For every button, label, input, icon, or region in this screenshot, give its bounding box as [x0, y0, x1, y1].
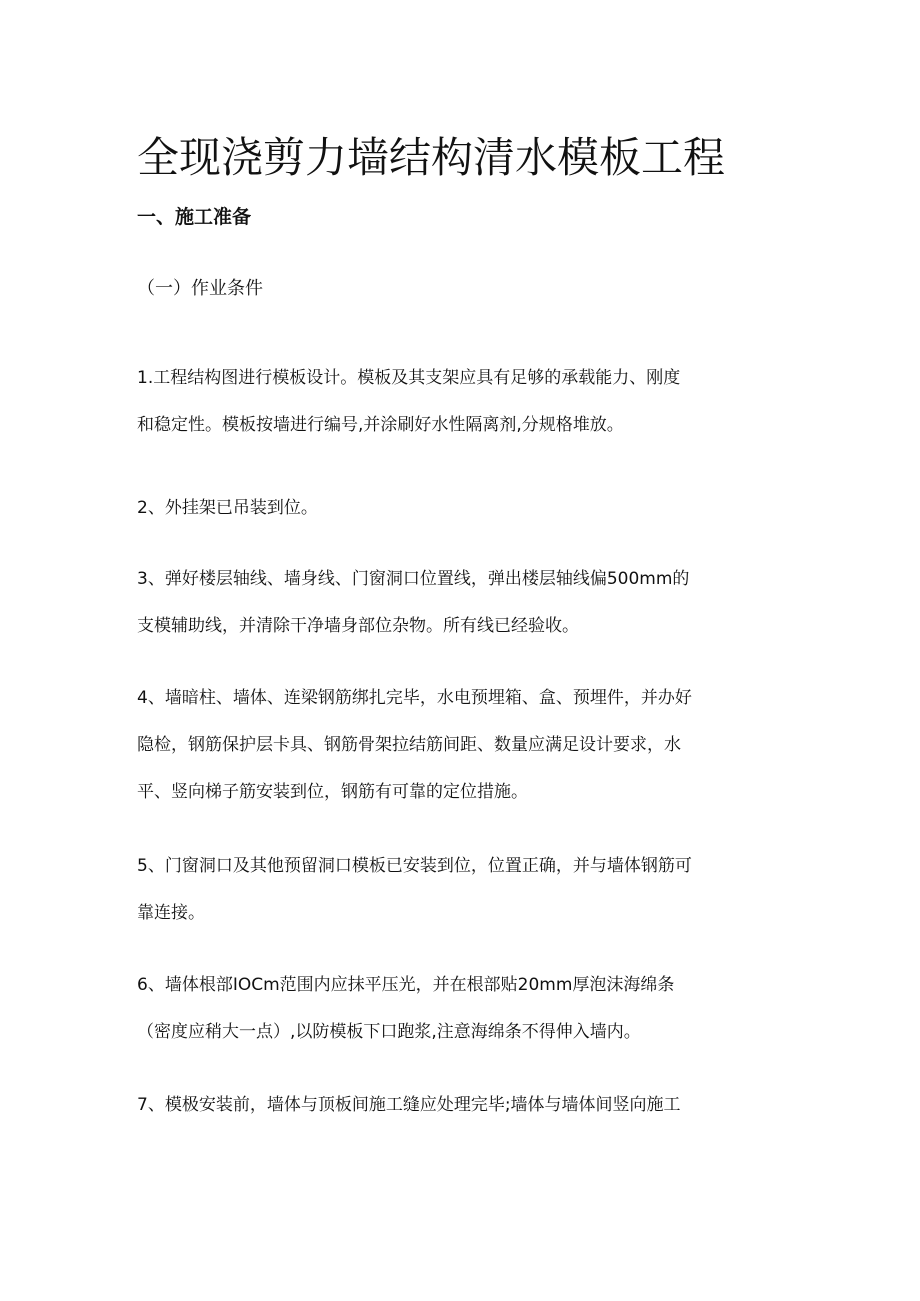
paragraph-5: [137, 843, 787, 937]
paragraph-line: 平、竖向梯子筋安装到位，钢筋有可靠的定位措施。: [137, 782, 528, 802]
paragraph-2: [137, 485, 787, 532]
paragraph-line: 7、模极安装前，墙体与顶板间施工缝应处理完毕;墙体与墙体间竖向施工: [137, 1095, 681, 1115]
subsection-heading: （一）作业条件: [137, 278, 263, 299]
paragraph-line: 隐检，钢筋保护层卡具、钢筋骨架拉结筋间距、数量应满足设计要求，水: [137, 735, 681, 755]
document-title: 全现浇剪力墙结构清水模板工程: [137, 133, 726, 182]
paragraph-line: 3、弹好楼层轴线、墙身线、门窗洞口位置线，弹出楼层轴线偏500mm的: [137, 569, 690, 589]
paragraph-line: 2、外挂架已吊装到位。: [137, 498, 318, 518]
paragraph-line: 靠连接。: [137, 903, 205, 923]
paragraph-line: 1.工程结构图进行模板设计。模板及其支架应具有足够的承载能力、刚度: [137, 368, 681, 388]
paragraph-4: [137, 675, 787, 816]
paragraph-line: （密度应稍大一点）,以防模板下口跑浆,注意海绵条不得伸入墙内。: [137, 1022, 641, 1042]
paragraph-line: 和稳定性。模板按墙进行编号,并涂刷好水性隔离剂,分规格堆放。: [137, 415, 624, 435]
paragraph-1: [137, 355, 787, 449]
paragraph-line: 6、墙体根部IOCm范围内应抹平压光，并在根部贴20mm厚泡沫海绵条: [137, 975, 675, 995]
paragraph-6: [137, 962, 787, 1056]
paragraph-line: 4、墙暗柱、墙体、连梁钢筋绑扎完毕，水电预埋箱、盒、预埋件，并办好: [137, 688, 692, 708]
paragraph-7: [137, 1082, 787, 1129]
paragraph-line: 5、门窗洞口及其他预留洞口模板已安装到位，位置正确，并与墙体钢筋可: [137, 856, 692, 876]
paragraph-line: 支模辅助线，并清除干净墙身部位杂物。所有线已经验收。: [137, 616, 579, 636]
paragraph-3: [137, 556, 787, 650]
section-heading: 一、施工准备: [137, 206, 252, 228]
